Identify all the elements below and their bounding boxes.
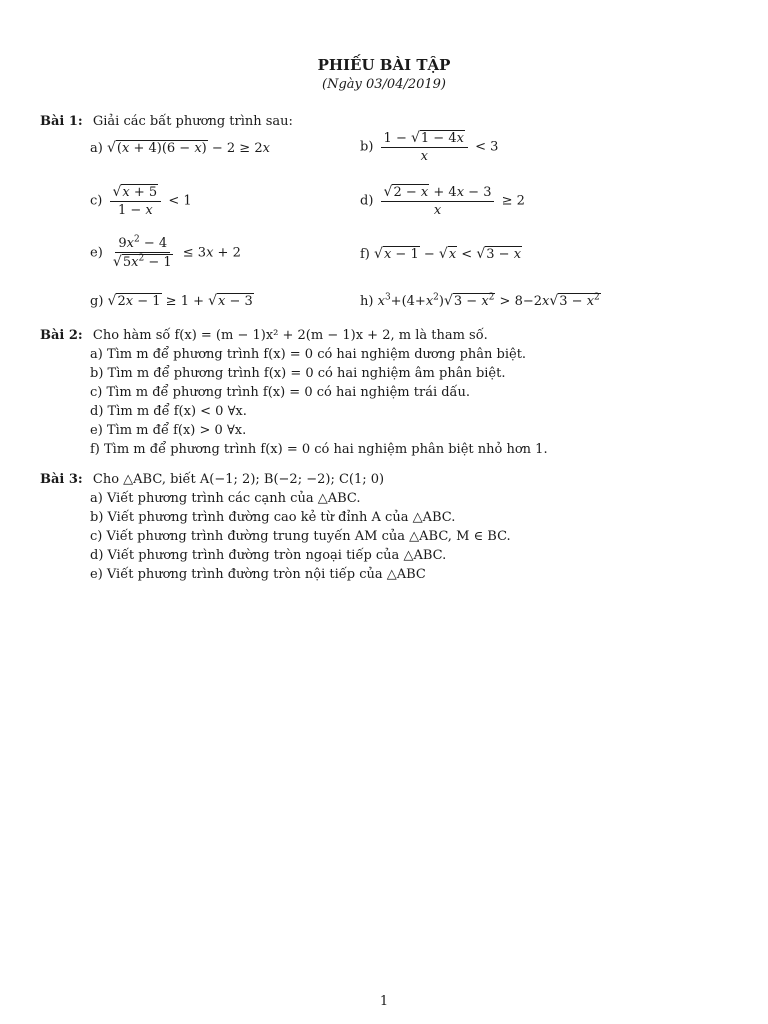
exercise-1 — [40, 112, 730, 131]
exercise-2-item-c: c) Tìm m để phương trình f(x) = 0 có hai nghiệm trái dấu. — [90, 385, 471, 400]
exercise-2-label: Bài 2: — [40, 328, 83, 343]
exercise-2-item-a: a) Tìm m để phương trình f(x) = 0 có hai nghiệm dương phân biệt. — [90, 347, 527, 362]
exercise-3-item-a: a) Viết phương trình các cạnh của △ABC. — [90, 491, 361, 506]
exercise-1-part-c: c) $\frac{√x + 5}{1 - x}$ < 1 — [90, 184, 192, 218]
exercise-3-label: Bài 3: — [40, 472, 83, 487]
exercise-1-part-h: h) $x^3+(4+x^2)√3 - x^2 > 8-2x√3 - x^2$ — [360, 292, 600, 309]
exercise-2-items — [90, 345, 730, 459]
page-date: (Ngày 03/04/2019) — [322, 77, 446, 92]
exercise-2-item-b: b) Tìm m để phương trình f(x) = 0 có hai nghiệm âm phân biệt. — [90, 366, 506, 381]
exercise-3-intro: Cho △ABC, biết A(−1; 2); B(−2; −2); C(1; 0) — [92, 472, 385, 487]
exercise-3-item-b: b) Viết phương trình đường cao kẻ từ đỉnh A của △ABC. — [90, 510, 456, 525]
exercise-3-item-d: d) Viết phương trình đường tròn ngoại tiếp của △ABC. — [90, 548, 447, 563]
exercise-2-item-d: d) Tìm m để f(x) < 0 ∀x. — [90, 404, 247, 419]
exercise-1-part-b: b) $\frac{1 - √1 - 4x}{x}$ < 3 — [360, 130, 499, 164]
exercise-1-part-d: d) $\frac{√2 - x + 4x - 3}{x}$ ≥ 2 — [360, 184, 525, 218]
exercise-1-part-a: a) √(x + 4)(6 − x) − 2 ≥ 2x — [90, 140, 270, 156]
exercise-3-item-e: e) Viết phương trình đường tròn nội tiếp của △ABC — [90, 567, 426, 582]
exercise-2-item-f: f) Tìm m để phương trình f(x) = 0 có hai nghiệm phân biệt nhỏ hơn 1. — [90, 442, 548, 457]
exercise-3-item-c: c) Viết phương trình đường trung tuyến AM của △ABC, M ∈ BC. — [90, 529, 511, 544]
page-number: 1 — [379, 994, 389, 1009]
exercise-3-items — [90, 489, 730, 584]
exercise-1-part-f: f) √x − 1 − √x < √3 − x — [360, 246, 522, 262]
page-title: PHIẾU BÀI TẬP — [317, 56, 451, 74]
exercise-1-intro: Giải các bất phương trình sau: — [92, 114, 293, 129]
exercise-1-label: Bài 1: — [40, 114, 83, 129]
exercise-3 — [40, 470, 730, 584]
exercise-2 — [40, 326, 730, 459]
exercise-1-part-g: g) √2x − 1 ≥ 1 + √x − 3 — [90, 293, 253, 309]
exercise-2-intro: Cho hàm số f(x) = (m − 1)x² + 2(m − 1)x + 2, m là tham số. — [92, 328, 488, 343]
exercise-1-part-e: e) $\frac{9x^2 - 4}{√5x^2 - 1}$ ≤ 3x + 2 — [90, 234, 241, 270]
exercise-2-item-e: e) Tìm m để f(x) > 0 ∀x. — [90, 423, 247, 438]
